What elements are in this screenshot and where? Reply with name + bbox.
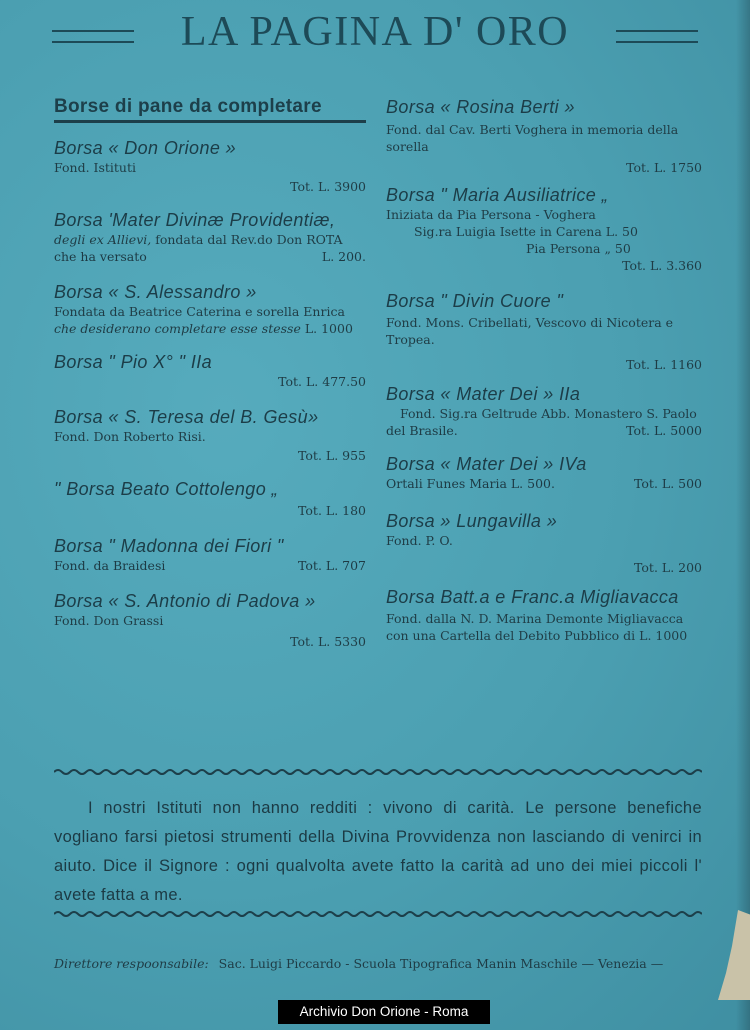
entry-heading: Borsa » Lungavilla » (386, 511, 558, 531)
entry-founder: Fond. dal Cav. Berti Voghera in memoria della (386, 122, 679, 137)
entry-heading: Borsa « S. Antonio di Padova » (54, 591, 316, 611)
entry-heading: Borsa " Divin Cuore " (386, 291, 564, 311)
entry-note-italic: che desiderano completare esse stesse (54, 321, 301, 336)
archive-watermark: Archivio Don Orione - Roma (278, 1000, 490, 1024)
entry-heading: Borsa « Rosina Berti » (386, 97, 575, 117)
entry-amount: L. 1000 (300, 321, 353, 336)
entry-mater-dei-iv (386, 453, 702, 492)
entry-heading: Borsa Batt.a e Franc.a Migliavacca (386, 587, 679, 607)
entry-founder-cont: sorella (386, 139, 429, 154)
entry-lungavilla (386, 510, 702, 576)
entry-founder: Fond. Mons. Cribellati, Vescovo di Nicotera e (386, 315, 674, 330)
entry-heading: Borsa « S. Alessandro » (54, 282, 257, 302)
entry-total: Tot. L. 500 (634, 476, 702, 491)
section-title: Borse di pane da completare (54, 96, 366, 123)
entry-founder: Iniziata da Pia Persona - Voghera (386, 207, 596, 222)
left-column (54, 96, 366, 650)
entry-cottolengo (54, 478, 366, 519)
page-edge-shadow (736, 0, 750, 1030)
entry-heading: Borsa " Madonna dei Fiori " (54, 536, 284, 556)
entry-founder-italic: degli ex Allievi, (54, 232, 152, 247)
imprint-label: Direttore respoonsabile: (54, 956, 209, 971)
ornamental-rule-top (54, 768, 702, 776)
masthead-rule-right (616, 30, 698, 43)
entry-heading: Borsa " Pio X° " IIa (54, 352, 213, 372)
entry-heading: Borsa " Maria Ausiliatrice „ (386, 185, 608, 205)
entry-s-antonio (54, 590, 366, 650)
entry-amount: L. 200. (321, 249, 366, 264)
entry-madonna-fiori (54, 535, 366, 574)
entry-total: Tot. L. 180 (298, 503, 366, 518)
entry-total: Tot. L. 3.360 (622, 258, 702, 273)
right-column (386, 96, 702, 644)
entry-migliavacca (386, 586, 702, 644)
entry-founder: Fond. Istituti (54, 160, 136, 175)
entry-heading: " Borsa Beato Cottolengo „ (54, 479, 278, 499)
entry-founder: Fond. dalla N. D. Marina Demonte Migliavacca (386, 611, 684, 626)
entry-founder: Fond. Sig.ra Geltrude Abb. Monastero S. Paolo (400, 406, 697, 421)
entry-founder-cont: del Brasile. (386, 423, 458, 438)
entry-founder: Fond. da Braidesi (54, 558, 166, 573)
entry-note (54, 320, 366, 337)
entry-donor-2: Pia Persona „ 50 (526, 241, 631, 256)
entry-s-teresa (54, 406, 366, 464)
entry-founder: Fond. Don Roberto Risi. (54, 429, 206, 444)
entry-founder (54, 231, 366, 248)
entry-heading: Borsa « Don Orione » (54, 138, 237, 158)
entry-mater-divinae (54, 209, 366, 265)
entry-maria-ausiliatrice (386, 184, 702, 274)
entry-amount-row (54, 557, 366, 574)
entry-total: Tot. L. 1160 (626, 357, 702, 372)
entry-total: Tot. L. 200 (634, 560, 702, 575)
entry-total: Tot. L. 707 (298, 558, 366, 573)
masthead-rule-left (52, 30, 134, 43)
entry-founder-cont: Tropea. (386, 332, 435, 347)
entry-total: Tot. L. 3900 (290, 179, 366, 194)
entry-mater-dei-ii (386, 383, 702, 439)
entry-amount-row (386, 475, 702, 492)
entry-rosina-berti (386, 96, 702, 176)
imprint-footer (54, 956, 714, 971)
entry-pio-x (54, 351, 366, 390)
entry-founder: Fondata da Beatrice Caterina e sorella Enrica (54, 304, 345, 319)
entry-founder: Fond. P. O. (386, 533, 453, 548)
entry-amount-row (54, 248, 366, 265)
entry-don-orione (54, 137, 366, 195)
entry-founder: Ortali Funes Maria L. 500. (386, 476, 555, 491)
charity-appeal: I nostri Istituti non hanno redditi : vivono di carità. Le persone benefiche vogliano farsi pietosi strumenti della Divina Provvidenza non lasciando di venirci in aiuto. Dice il Signore : ogni qualvolta avete fatto la carità ad uno dei miei piccoli l' avete fatta a me. (54, 799, 702, 904)
entry-heading: Borsa « Mater Dei » IVa (386, 454, 587, 474)
entry-heading: Borsa « S. Teresa del B. Gesù» (54, 407, 319, 427)
masthead (0, 8, 750, 58)
entry-founder-rest: fondata dal Rev.do Don ROTA (151, 232, 343, 247)
entry-divin-cuore (386, 290, 702, 373)
entry-founder-cont: con una Cartella del Debito Pubblico di L. 1000 (386, 628, 688, 643)
entry-note: che ha versato (54, 249, 147, 264)
entry-total: Tot. L. 5000 (626, 423, 702, 438)
imprint-text: Sac. Luigi Piccardo - Scuola Tipografica Manin Maschile — Venezia — (218, 956, 664, 971)
entry-total: Tot. L. 955 (298, 448, 366, 463)
entry-heading: Borsa « Mater Dei » IIa (386, 384, 581, 404)
entry-heading: Borsa 'Mater Divinæ Providentiæ, (54, 210, 336, 230)
entry-total: Tot. L. 477.50 (278, 374, 366, 389)
page-title: LA PAGINA D' ORO (180, 9, 570, 55)
entry-donor-1: Sig.ra Luigia Isette in Carena L. 50 (414, 224, 638, 239)
entry-founder: Fond. Don Grassi (54, 613, 164, 628)
entry-total: Tot. L. 1750 (626, 160, 702, 175)
ornamental-rule-bottom (54, 910, 702, 918)
entry-total: Tot. L. 5330 (290, 634, 366, 649)
entry-amount-row (386, 422, 702, 439)
entry-s-alessandro (54, 281, 366, 337)
